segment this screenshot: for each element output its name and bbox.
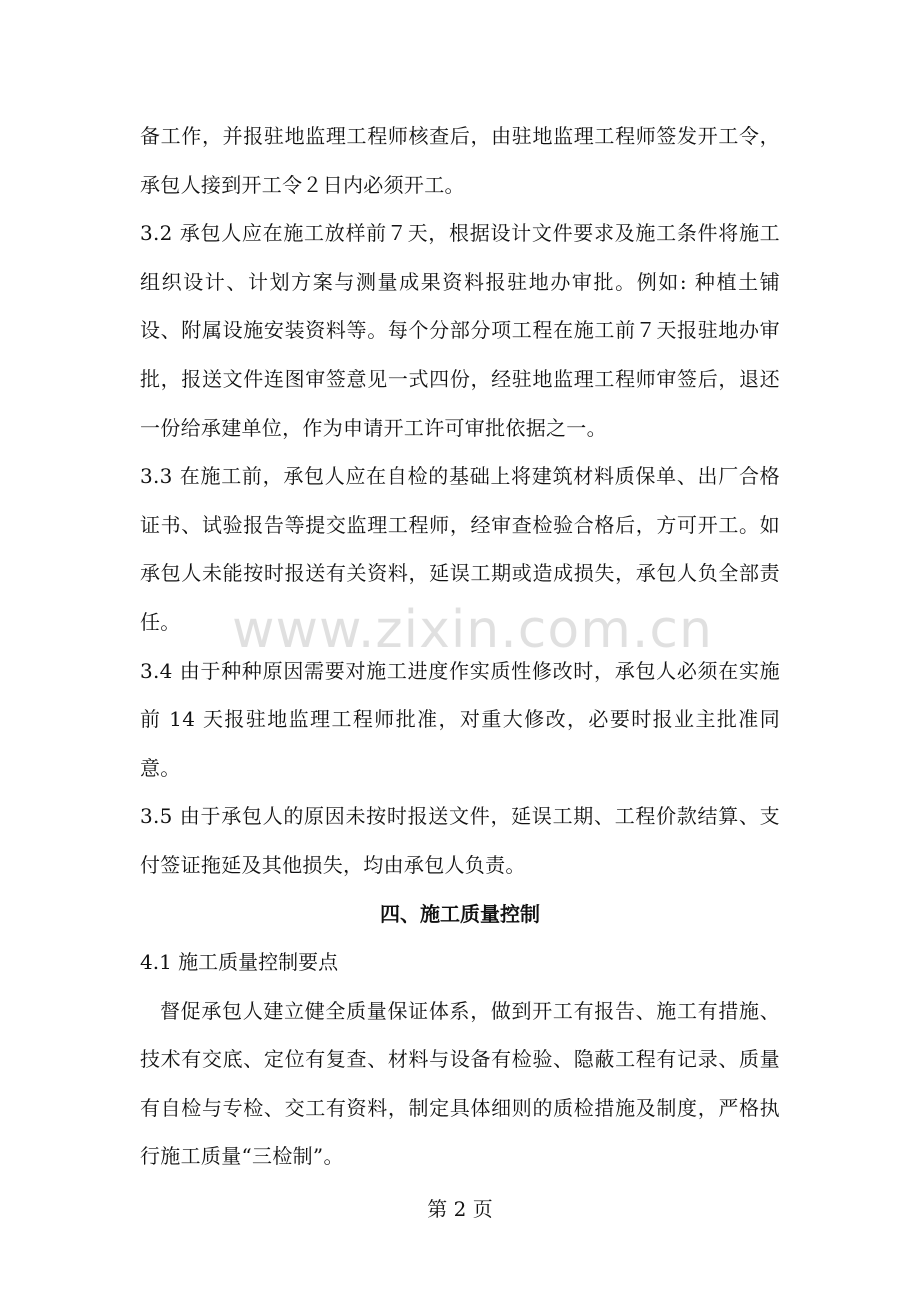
paragraph-3-3: 3.3 在施工前，承包人应在自检的基础上将建筑材料质保单、出厂合格证书、试验报告等提交监理工程师，经审查检验合格后，方可开工。如承包人未能按时报送有关资料，延误工期或造成损失，承包人负全部责任。 [140,464,780,634]
section-heading: 四、施工质量控制 [380,901,540,926]
page-number: 第 2 页 [427,1197,493,1221]
watermark: www.zixin.com.cn [232,600,713,660]
subsection-heading: 4.1 施工质量控制要点 [140,950,339,975]
paragraph-3-2: 3.2 承包人应在施工放样前７天，根据设计文件要求及施工条件将施工组织设计、计划方案与测量成果资料报驻地办审批。例如: 种植土铺设、附属设施安装资料等。每个分部分项工程在施工前７天报驻地办审批，报送文件连图审签意见一式四份，经驻地监理工程师审签后，退还一份给承建单位，作为申请开工许可审批依据之一。 [140,221,780,440]
paragraph-3-5: 3.5 由于承包人的原因未按时报送文件，延误工期、工程价款结算、支付签证拖延及其他损失，均由承包人负责。 [140,804,780,877]
paragraph-4-1-body: 督促承包人建立健全质量保证体系，做到开工有报告、施工有措施、技术有交底、定位有复查、材料与设备有检验、隐蔽工程有记录、质量有自检与专检、交工有资料，制定具体细则的质检措施及制度，严格执行施工质量“三检制”。 [140,998,780,1169]
paragraph-continuation: 备工作，并报驻地监理工程师核查后，由驻地监理工程师签发开工令，承包人接到开工令２日内必须开工。 [140,124,780,197]
document-body [140,112,780,1181]
paragraph-3-4: 3.4 由于种种原因需要对施工进度作实质性修改时，承包人必须在实施前 14 天报驻地监理工程师批准，对重大修改，必要时报业主批准同意。 [140,658,780,780]
